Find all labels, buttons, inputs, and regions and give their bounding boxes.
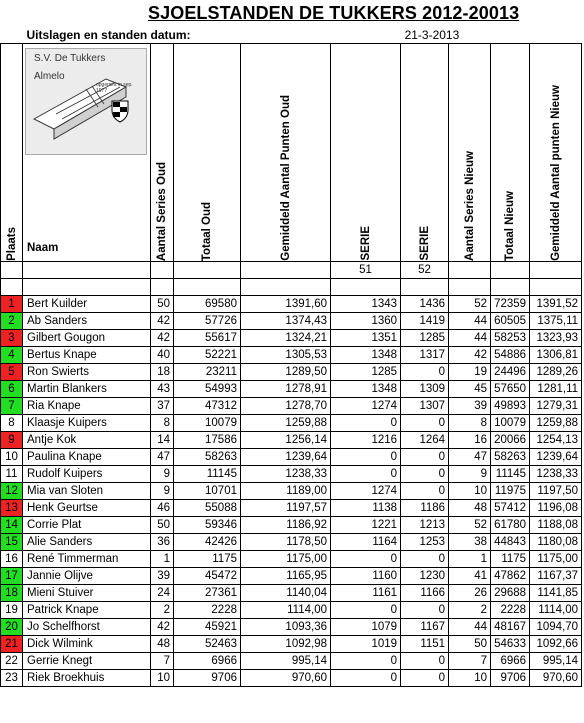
series-oud-cell: 43 (151, 381, 174, 398)
serie-1-cell: 1221 (331, 517, 401, 534)
name-cell: Dick Wilmink (23, 636, 151, 653)
totaal-nieuw-cell: 48167 (491, 619, 530, 636)
serie-2-cell: 1167 (401, 619, 449, 636)
gem-oud-cell: 1289,50 (241, 364, 331, 381)
name-cell: Mia van Sloten (23, 483, 151, 500)
serie-number-1: 51 (331, 262, 401, 279)
series-nieuw-cell: 39 (449, 398, 491, 415)
gem-oud-cell: 1175,00 (241, 551, 331, 568)
table-row (1, 585, 582, 602)
totaal-nieuw-cell: 72359 (491, 296, 530, 313)
series-nieuw-cell: 50 (449, 636, 491, 653)
name-cell: Riek Broekhuis (23, 670, 151, 687)
name-cell: Henk Geurtse (23, 500, 151, 517)
place-cell: 14 (1, 517, 23, 534)
place-cell: 13 (1, 500, 23, 517)
table-row (1, 483, 582, 500)
gem-oud-cell: 1324,21 (241, 330, 331, 347)
serie-1-cell: 0 (331, 602, 401, 619)
table-row (1, 653, 582, 670)
gem-nieuw-cell: 1175,00 (530, 551, 582, 568)
serie-number-2: 52 (401, 262, 449, 279)
place-cell: 2 (1, 313, 23, 330)
totaal-oud-cell: 54993 (174, 381, 241, 398)
page-title: SJOELSTANDEN DE TUKKERS 2012-20013 (148, 3, 520, 23)
gem-nieuw-cell: 1167,37 (530, 568, 582, 585)
series-oud-cell: 1 (151, 551, 174, 568)
gem-oud-cell: 1186,92 (241, 517, 331, 534)
series-oud-cell: 42 (151, 313, 174, 330)
table-row (1, 415, 582, 432)
totaal-nieuw-cell: 1175 (491, 551, 530, 568)
series-nieuw-cell: 41 (449, 568, 491, 585)
totaal-nieuw-cell: 61780 (491, 517, 530, 534)
serie-1-cell: 0 (331, 466, 401, 483)
name-cell: Patrick Knape (23, 602, 151, 619)
gem-nieuw-cell: 1114,00 (530, 602, 582, 619)
totaal-oud-cell: 58263 (174, 449, 241, 466)
serie-2-cell: 0 (401, 415, 449, 432)
serie-2-cell: 0 (401, 653, 449, 670)
gem-oud-cell: 1278,70 (241, 398, 331, 415)
totaal-oud-cell: 47312 (174, 398, 241, 415)
gem-oud-cell: 970,60 (241, 670, 331, 687)
totaal-oud-cell: 69580 (174, 296, 241, 313)
series-oud-cell: 9 (151, 483, 174, 500)
header-plaats: Plaats (1, 44, 23, 262)
table-row (1, 313, 582, 330)
series-nieuw-cell: 44 (449, 330, 491, 347)
place-cell: 3 (1, 330, 23, 347)
totaal-nieuw-cell: 49893 (491, 398, 530, 415)
series-nieuw-cell: 52 (449, 296, 491, 313)
series-oud-cell: 9 (151, 466, 174, 483)
place-cell: 20 (1, 619, 23, 636)
serie-1-cell: 1161 (331, 585, 401, 602)
serie-2-cell: 1436 (401, 296, 449, 313)
header-serie-1: SERIE (331, 44, 401, 262)
totaal-oud-cell: 1175 (174, 551, 241, 568)
series-nieuw-cell: 44 (449, 619, 491, 636)
place-cell: 23 (1, 670, 23, 687)
series-nieuw-cell: 42 (449, 347, 491, 364)
totaal-nieuw-cell: 57650 (491, 381, 530, 398)
totaal-nieuw-cell: 24496 (491, 364, 530, 381)
place-cell: 9 (1, 432, 23, 449)
totaal-oud-cell: 11145 (174, 466, 241, 483)
series-oud-cell: 40 (151, 347, 174, 364)
series-oud-cell: 37 (151, 398, 174, 415)
series-nieuw-cell: 52 (449, 517, 491, 534)
table-row (1, 432, 582, 449)
gem-oud-cell: 1189,00 (241, 483, 331, 500)
table-row (1, 381, 582, 398)
totaal-nieuw-cell: 20066 (491, 432, 530, 449)
name-cell: Ria Knape (23, 398, 151, 415)
place-cell: 1 (1, 296, 23, 313)
totaal-oud-cell: 2228 (174, 602, 241, 619)
series-nieuw-cell: 26 (449, 585, 491, 602)
date-value: 21-3-2013 (401, 27, 491, 44)
serie-2-cell: 0 (401, 466, 449, 483)
table-row (1, 636, 582, 653)
table-row (1, 568, 582, 585)
gem-oud-cell: 1259,88 (241, 415, 331, 432)
place-cell: 18 (1, 585, 23, 602)
gem-oud-cell: 1093,36 (241, 619, 331, 636)
gem-oud-cell: 1374,43 (241, 313, 331, 330)
place-cell: 12 (1, 483, 23, 500)
header-totaal-nieuw: Totaal Nieuw (491, 44, 530, 262)
table-row (1, 619, 582, 636)
totaal-oud-cell: 6966 (174, 653, 241, 670)
name-cell: Rudolf Kuipers (23, 466, 151, 483)
table-row (1, 449, 582, 466)
serie-1-cell: 1348 (331, 381, 401, 398)
table-row (1, 670, 582, 687)
gem-nieuw-cell: 1279,31 (530, 398, 582, 415)
totaal-nieuw-cell: 6966 (491, 653, 530, 670)
totaal-nieuw-cell: 58263 (491, 449, 530, 466)
serie-1-cell: 1019 (331, 636, 401, 653)
gem-nieuw-cell: 1391,52 (530, 296, 582, 313)
totaal-oud-cell: 59346 (174, 517, 241, 534)
series-nieuw-cell: 8 (449, 415, 491, 432)
standings-table (0, 27, 582, 687)
series-oud-cell: 46 (151, 500, 174, 517)
series-oud-cell: 42 (151, 619, 174, 636)
series-oud-cell: 14 (151, 432, 174, 449)
serie-2-cell: 1230 (401, 568, 449, 585)
series-nieuw-cell: 45 (449, 381, 491, 398)
series-oud-cell: 50 (151, 517, 174, 534)
name-cell: René Timmerman (23, 551, 151, 568)
name-cell: Antje Kok (23, 432, 151, 449)
name-cell: Paulina Knape (23, 449, 151, 466)
totaal-nieuw-cell: 60505 (491, 313, 530, 330)
place-cell: 5 (1, 364, 23, 381)
name-cell: Jo Schelfhorst (23, 619, 151, 636)
place-cell: 7 (1, 398, 23, 415)
series-oud-cell: 2 (151, 602, 174, 619)
gem-nieuw-cell: 1375,11 (530, 313, 582, 330)
serie-2-cell: 1186 (401, 500, 449, 517)
gem-oud-cell: 1256,14 (241, 432, 331, 449)
serie-1-cell: 1274 (331, 483, 401, 500)
name-cell: Bertus Knape (23, 347, 151, 364)
name-cell: Alie Sanders (23, 534, 151, 551)
place-cell: 19 (1, 602, 23, 619)
serie-1-cell: 1274 (331, 398, 401, 415)
gem-nieuw-cell: 1196,08 (530, 500, 582, 517)
header-serie-2: SERIE (401, 44, 449, 262)
serie-1-cell: 0 (331, 415, 401, 432)
place-cell: 10 (1, 449, 23, 466)
totaal-nieuw-cell: 44843 (491, 534, 530, 551)
gem-nieuw-cell: 1254,13 (530, 432, 582, 449)
serie-1-cell: 1160 (331, 568, 401, 585)
series-oud-cell: 8 (151, 415, 174, 432)
gem-oud-cell: 1238,33 (241, 466, 331, 483)
gem-oud-cell: 995,14 (241, 653, 331, 670)
totaal-oud-cell: 57726 (174, 313, 241, 330)
table-row (1, 466, 582, 483)
serie-1-cell: 1216 (331, 432, 401, 449)
serie-1-cell: 0 (331, 653, 401, 670)
totaal-oud-cell: 45472 (174, 568, 241, 585)
gem-nieuw-cell: 1281,11 (530, 381, 582, 398)
totaal-oud-cell: 55088 (174, 500, 241, 517)
table-row (1, 330, 582, 347)
gem-oud-cell: 1178,50 (241, 534, 331, 551)
totaal-oud-cell: 17586 (174, 432, 241, 449)
gem-oud-cell: 1197,57 (241, 500, 331, 517)
serie-2-cell: 0 (401, 602, 449, 619)
series-oud-cell: 50 (151, 296, 174, 313)
totaal-oud-cell: 10701 (174, 483, 241, 500)
serie-1-cell: 0 (331, 670, 401, 687)
header-row (1, 44, 582, 262)
series-nieuw-cell: 1 (449, 551, 491, 568)
series-oud-cell: 48 (151, 636, 174, 653)
name-cell: Ron Swierts (23, 364, 151, 381)
serie-2-cell: 1285 (401, 330, 449, 347)
serie-1-cell: 1164 (331, 534, 401, 551)
club-logo: S.V. De Tukkers Almelo opgericht in sep. 1977 (25, 48, 147, 155)
table-row (1, 551, 582, 568)
series-oud-cell: 10 (151, 670, 174, 687)
name-cell: Ab Sanders (23, 313, 151, 330)
gem-nieuw-cell: 1259,88 (530, 415, 582, 432)
name-cell: Gilbert Gougon (23, 330, 151, 347)
series-oud-cell: 36 (151, 534, 174, 551)
serie-2-cell: 1419 (401, 313, 449, 330)
gem-oud-cell: 1165,95 (241, 568, 331, 585)
series-oud-cell: 47 (151, 449, 174, 466)
series-nieuw-cell: 38 (449, 534, 491, 551)
series-nieuw-cell: 16 (449, 432, 491, 449)
place-cell: 15 (1, 534, 23, 551)
date-label: Uitslagen en standen datum: (23, 27, 401, 44)
totaal-nieuw-cell: 10079 (491, 415, 530, 432)
totaal-oud-cell: 52221 (174, 347, 241, 364)
totaal-nieuw-cell: 11975 (491, 483, 530, 500)
gem-nieuw-cell: 995,14 (530, 653, 582, 670)
serie-2-cell: 0 (401, 483, 449, 500)
serie-1-cell: 1351 (331, 330, 401, 347)
place-cell: 4 (1, 347, 23, 364)
header-gem-nieuw: Gemiddeld Aantal punten Nieuw (530, 44, 582, 262)
totaal-oud-cell: 10079 (174, 415, 241, 432)
series-nieuw-cell: 9 (449, 466, 491, 483)
gem-oud-cell: 1114,00 (241, 602, 331, 619)
place-cell: 11 (1, 466, 23, 483)
gem-oud-cell: 1278,91 (241, 381, 331, 398)
gem-nieuw-cell: 1306,81 (530, 347, 582, 364)
place-cell: 22 (1, 653, 23, 670)
series-nieuw-cell: 7 (449, 653, 491, 670)
totaal-oud-cell: 27361 (174, 585, 241, 602)
gem-oud-cell: 1239,64 (241, 449, 331, 466)
series-oud-cell: 18 (151, 364, 174, 381)
serie-2-cell: 0 (401, 670, 449, 687)
series-oud-cell: 39 (151, 568, 174, 585)
header-naam: S.V. De Tukkers Almelo opgericht in sep. 1977 Naam (23, 44, 151, 262)
serie-2-cell: 1317 (401, 347, 449, 364)
place-cell: 21 (1, 636, 23, 653)
table-row (1, 534, 582, 551)
gem-oud-cell: 1305,53 (241, 347, 331, 364)
totaal-oud-cell: 55617 (174, 330, 241, 347)
place-cell: 16 (1, 551, 23, 568)
name-cell: Martin Blankers (23, 381, 151, 398)
serie-1-cell: 1285 (331, 364, 401, 381)
totaal-oud-cell: 23211 (174, 364, 241, 381)
totaal-nieuw-cell: 47862 (491, 568, 530, 585)
header-gem-oud: Gemiddeld Aantal Punten Oud (241, 44, 331, 262)
table-row (1, 296, 582, 313)
table-row (1, 602, 582, 619)
gem-nieuw-cell: 1094,70 (530, 619, 582, 636)
gem-nieuw-cell: 1141,85 (530, 585, 582, 602)
series-nieuw-cell: 19 (449, 364, 491, 381)
series-nieuw-cell: 2 (449, 602, 491, 619)
serie-1-cell: 1360 (331, 313, 401, 330)
series-nieuw-cell: 10 (449, 483, 491, 500)
series-nieuw-cell: 48 (449, 500, 491, 517)
gem-nieuw-cell: 1323,93 (530, 330, 582, 347)
gem-oud-cell: 1140,04 (241, 585, 331, 602)
serie-1-cell: 0 (331, 449, 401, 466)
serie-1-cell: 1348 (331, 347, 401, 364)
table-row (1, 500, 582, 517)
serie-1-cell: 0 (331, 551, 401, 568)
totaal-nieuw-cell: 57412 (491, 500, 530, 517)
name-cell: Corrie Plat (23, 517, 151, 534)
gem-nieuw-cell: 1197,50 (530, 483, 582, 500)
name-cell: Jannie Olijve (23, 568, 151, 585)
series-nieuw-cell: 10 (449, 670, 491, 687)
totaal-oud-cell: 45921 (174, 619, 241, 636)
header-series-oud: Aantal Series Oud (151, 44, 174, 262)
gem-nieuw-cell: 970,60 (530, 670, 582, 687)
serie-2-cell: 1166 (401, 585, 449, 602)
serie-1-cell: 1343 (331, 296, 401, 313)
place-cell: 17 (1, 568, 23, 585)
totaal-oud-cell: 52463 (174, 636, 241, 653)
gem-nieuw-cell: 1239,64 (530, 449, 582, 466)
table-row (1, 398, 582, 415)
serie-1-cell: 1138 (331, 500, 401, 517)
series-oud-cell: 7 (151, 653, 174, 670)
serie-2-cell: 1151 (401, 636, 449, 653)
totaal-oud-cell: 9706 (174, 670, 241, 687)
name-cell: Bert Kuilder (23, 296, 151, 313)
serie-1-cell: 1079 (331, 619, 401, 636)
place-cell: 6 (1, 381, 23, 398)
series-oud-cell: 24 (151, 585, 174, 602)
header-totaal-oud: Totaal Oud (174, 44, 241, 262)
name-cell: Klaasje Kuipers (23, 415, 151, 432)
standings-body (1, 296, 582, 687)
table-row (1, 347, 582, 364)
series-nieuw-cell: 47 (449, 449, 491, 466)
totaal-nieuw-cell: 2228 (491, 602, 530, 619)
totaal-nieuw-cell: 29688 (491, 585, 530, 602)
totaal-nieuw-cell: 54886 (491, 347, 530, 364)
gem-oud-cell: 1391,60 (241, 296, 331, 313)
spacer-row (1, 279, 582, 296)
place-cell: 8 (1, 415, 23, 432)
serie-2-cell: 1253 (401, 534, 449, 551)
serie-2-cell: 0 (401, 364, 449, 381)
serie-2-cell: 1264 (401, 432, 449, 449)
totaal-nieuw-cell: 58253 (491, 330, 530, 347)
gem-nieuw-cell: 1289,26 (530, 364, 582, 381)
serie-2-cell: 1309 (401, 381, 449, 398)
name-cell: Gerrie Knegt (23, 653, 151, 670)
totaal-nieuw-cell: 54633 (491, 636, 530, 653)
serie-number-row (1, 262, 582, 279)
gem-nieuw-cell: 1092,66 (530, 636, 582, 653)
gem-oud-cell: 1092,98 (241, 636, 331, 653)
gem-nieuw-cell: 1180,08 (530, 534, 582, 551)
totaal-nieuw-cell: 9706 (491, 670, 530, 687)
series-nieuw-cell: 44 (449, 313, 491, 330)
serie-2-cell: 0 (401, 551, 449, 568)
name-cell: Mieni Stuiver (23, 585, 151, 602)
totaal-oud-cell: 42426 (174, 534, 241, 551)
serie-2-cell: 1307 (401, 398, 449, 415)
totaal-nieuw-cell: 11145 (491, 466, 530, 483)
series-oud-cell: 42 (151, 330, 174, 347)
table-row (1, 364, 582, 381)
gem-nieuw-cell: 1188,08 (530, 517, 582, 534)
serie-2-cell: 1213 (401, 517, 449, 534)
serie-2-cell: 0 (401, 449, 449, 466)
table-row (1, 517, 582, 534)
header-series-nieuw: Aantal Series Nieuw (449, 44, 491, 262)
gem-nieuw-cell: 1238,33 (530, 466, 582, 483)
